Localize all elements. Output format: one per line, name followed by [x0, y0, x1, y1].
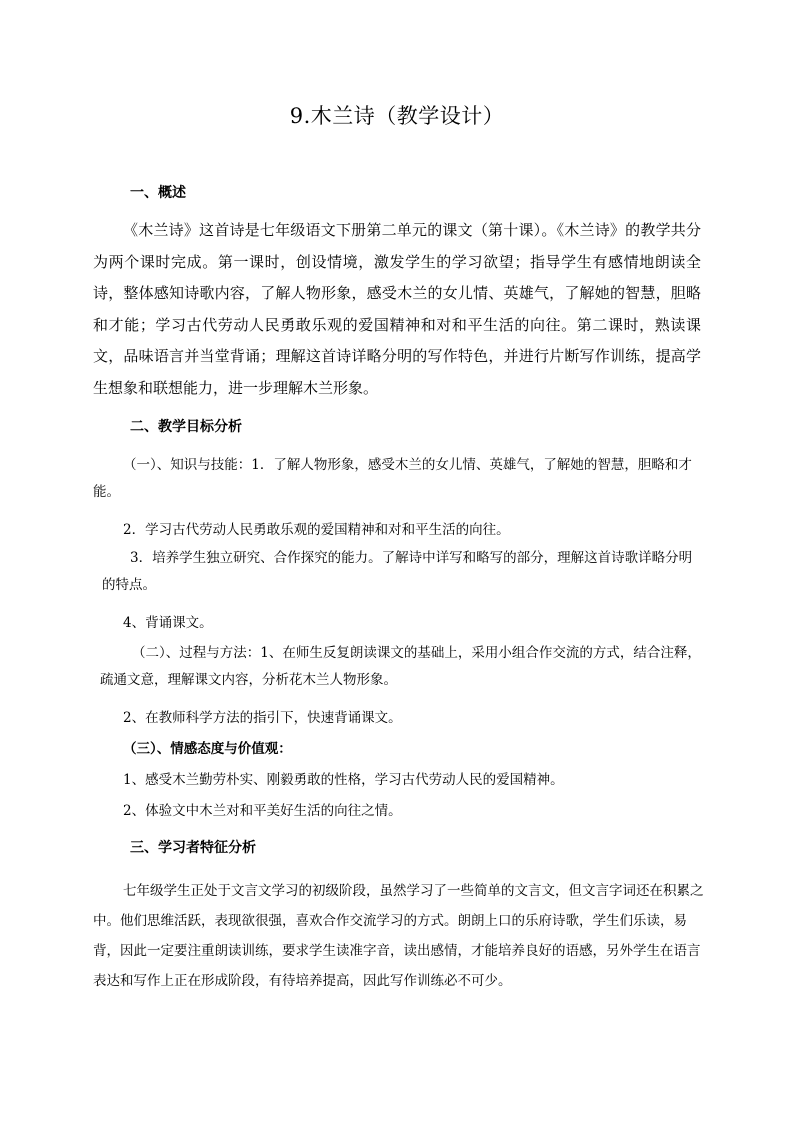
knowledge-item-1: （一）、知识与技能：1．了解人物形象，感受木兰的女儿情、英雄气，了解她的智慧，胆略和才能。 [93, 457, 692, 500]
knowledge-item-2: 2．学习古代劳动人民勇敢乐观的爱国精神和对和平生活的向往。 [123, 522, 510, 538]
process-item-2: 2、在教师科学方法的指引下，快速背诵课文。 [123, 710, 402, 726]
process-item-1: （二）、过程与方法：1、在师生反复朗读课文的基础上，采用小组合作交流的方式，结合注释，疏通文意，理解课文内容，分析花木兰人物形象。 [100, 645, 701, 688]
learners-paragraph: 七年级学生正处于文言文学习的初级阶段，虽然学习了一些简单的文言文，但文言字词还在积累之中。他们思维活跃，表现欲很强，喜欢合作交流学习的方式。朗朗上口的乐府诗歌，学生们乐读，易背，因此一定要注重朗读训练，要求学生读准字音，读出感情，才能培养良好的语感，另外学生在语言表达和写作上正在形成阶段，有待培养提高，因此写作训练必不可少。 [93, 883, 704, 989]
emotion-item-2: 2、体验文中木兰对和平美好生活的向往之情。 [123, 803, 402, 819]
emotion-item-1: 1、感受木兰勤劳朴实、刚毅勇敢的性格，学习古代劳动人民的爱国精神。 [123, 772, 564, 788]
section-heading-overview: 一、概述 [130, 185, 186, 201]
knowledge-item-3: 3．培养学生独立研究、合作探究的能力。了解诗中详写和略写的部分，理解这首诗歌详略分明的特点。 [102, 550, 693, 593]
emotion-heading: （三）、情感态度与价值观： [123, 741, 292, 757]
section-heading-learners: 三、学习者特征分析 [130, 840, 256, 856]
section-heading-objectives: 二、教学目标分析 [130, 419, 242, 435]
knowledge-item-4: 4、背诵课文。 [123, 615, 213, 631]
document-title: 9.木兰诗（教学设计） [289, 104, 505, 128]
overview-paragraph: 《木兰诗》这首诗是七年级语文下册第二单元的课文（第十课）。《木兰诗》的教学共分为两个课时完成。第一课时，创设情境，激发学生的学习欲望；指导学生有感情地朗读全诗，整体感知诗歌内容，了解人物形象，感受木兰的女儿情、英雄气，了解她的智慧，胆略和才能；学习古代劳动人民勇敢乐观的爱国精神和对和平生活的向往。第二课时，熟读课文，品味语言并当堂背诵；理解这首诗详略分明的写作特色，并进行片断写作训练，提高学生想象和联想能力，进一步理解木兰形象。 [93, 221, 701, 397]
